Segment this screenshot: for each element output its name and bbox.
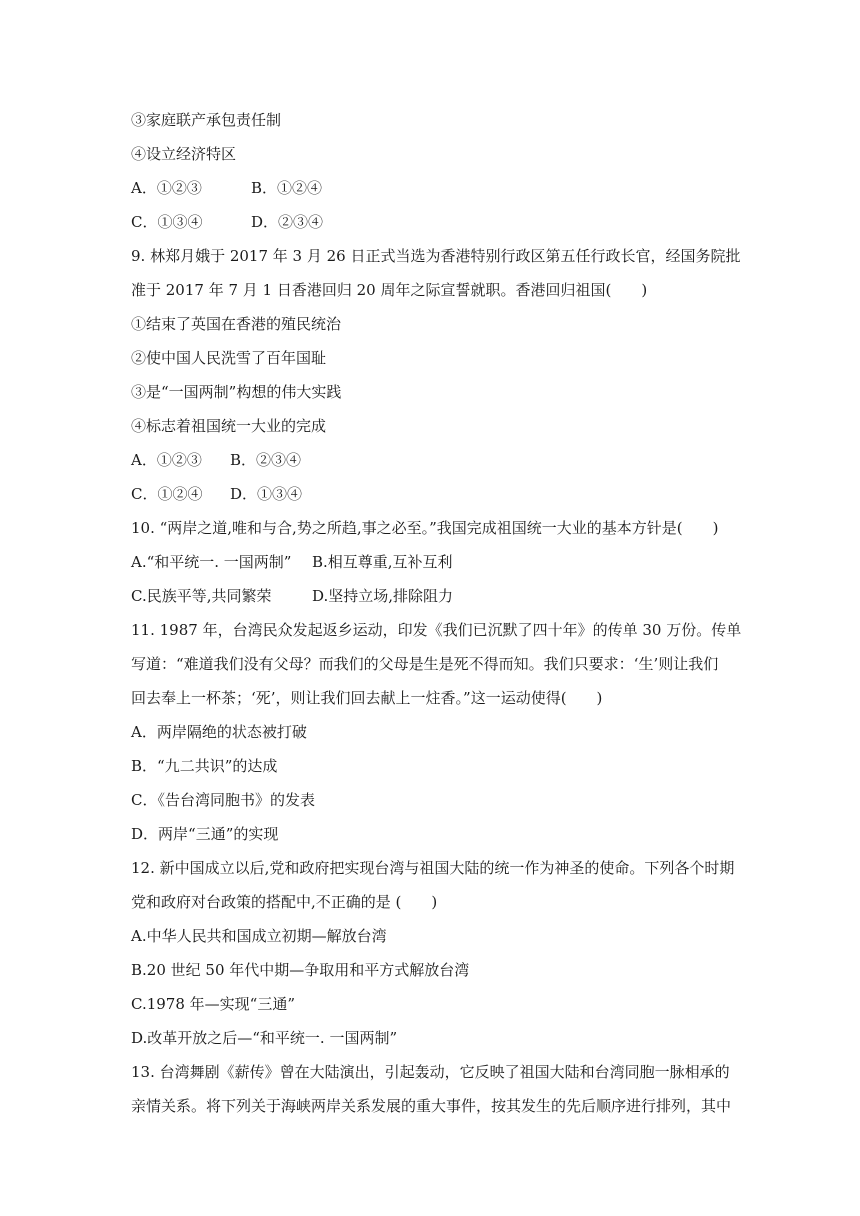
q8-options-row-1: [131, 178, 760, 198]
q9-stem-line-1: 9. 林郑月娥于 2017 年 3 月 26 日正式当选为香港特别行政区第五任行政长官，经国务院批: [131, 247, 741, 265]
q12-option-d: D.改革开放之后—“和平统一. 一国两制”: [131, 1029, 398, 1047]
q9-statement-4: ④标志着祖国统一大业的完成: [131, 417, 327, 435]
q10-option-a: A.“和平统一. 一国两制”: [131, 553, 292, 571]
q11-option-d: D．两岸“三通”的实现: [131, 825, 279, 843]
q13-stem-line-2: 亲情关系。将下列关于海峡两岸关系发展的重大事件，按其发生的先后顺序进行排列，其中: [131, 1097, 732, 1115]
q12-option-c: C.1978 年—实现“三通”: [131, 995, 295, 1013]
q9-statement-3: ③是“一国两制”构想的伟大实践: [131, 383, 342, 401]
q13-stem-line-1: 13. 台湾舞剧《薪传》曾在大陆演出，引起轰动，它反映了祖国大陆和台湾同胞一脉相承的: [131, 1063, 730, 1081]
q9-options-row-2: [131, 484, 760, 504]
q9-stem-line-2: 准于 2017 年 7 月 1 日香港回归 20 周年之际宣誓就职。香港回归祖国( ): [131, 281, 648, 299]
q10-stem: 10. “两岸之道,唯和与合,势之所趋,事之必至。”我国完成祖国统一大业的基本方针是( ): [131, 519, 719, 537]
q8-statement-3: ③家庭联产承包责任制: [131, 111, 282, 129]
q9-statement-1: ①结束了英国在香港的殖民统治: [131, 315, 342, 333]
q8-option-c: C．①③④: [131, 213, 203, 231]
q9-option-d: D．①③④: [230, 485, 303, 503]
q9-option-a: A．①②③: [131, 451, 202, 469]
q8-option-d: D．②③④: [251, 213, 324, 231]
q10-options-row-2: [131, 586, 760, 606]
q11-stem-line-3: 回去奉上一杯茶；‘死’，则让我们回去献上一炷香。”这一运动使得( ): [131, 689, 603, 707]
q10-option-b: B.相互尊重,互补互利: [312, 553, 453, 571]
q8-option-a: A．①②③: [131, 179, 202, 197]
q9-options-row-1: [131, 450, 760, 470]
q12-option-b: B.20 世纪 50 年代中期—争取用和平方式解放台湾: [131, 961, 470, 979]
q9-statement-2: ②使中国人民洗雪了百年国耻: [131, 349, 327, 367]
q9-option-c: C．①②④: [131, 485, 203, 503]
q10-options-row-1: [131, 552, 760, 572]
q11-option-a: A．两岸隔绝的状态被打破: [131, 723, 307, 741]
q10-option-c: C.民族平等,共同繁荣: [131, 587, 272, 605]
q11-option-b: B．“九二共识”的达成: [131, 757, 278, 775]
q12-stem-line-1: 12. 新中国成立以后,党和政府把实现台湾与祖国大陆的统一作为神圣的使命。下列各个时期: [131, 859, 735, 877]
q10-option-d: D.坚持立场,排除阻力: [312, 587, 454, 605]
q11-stem-line-2: 写道：“难道我们没有父母？而我们的父母是生是死不得而知。我们只要求：‘生’则让我们: [131, 655, 719, 673]
q12-stem-line-2: 党和政府对台政策的搭配中,不正确的是 ( ): [131, 893, 438, 911]
q8-option-b: B．①②④: [251, 179, 323, 197]
q11-option-c: C．《告台湾同胞书》的发表: [131, 791, 315, 809]
q11-stem-line-1: 11. 1987 年，台湾民众发起返乡运动，印发《我们已沉默了四十年》的传单 30 万份。传单: [131, 621, 742, 639]
q8-options-row-2: [131, 212, 760, 232]
q9-option-b: B．②③④: [230, 451, 302, 469]
q12-option-a: A.中华人民共和国成立初期—解放台湾: [131, 927, 387, 945]
q8-statement-4: ④设立经济特区: [131, 145, 237, 163]
